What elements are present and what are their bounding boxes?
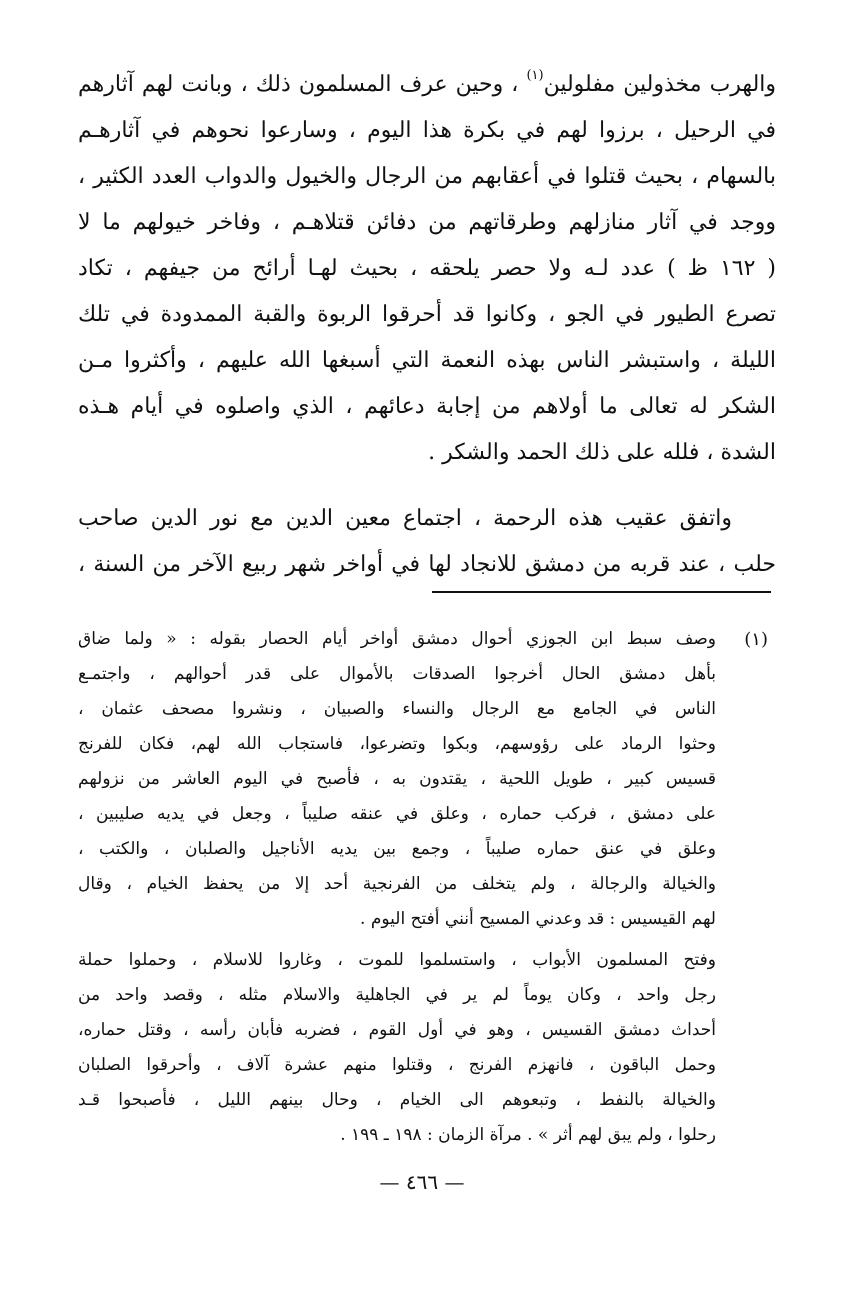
footnote-line: رجل واحد ، وكان يوماً لم ير في الجاهلية والاسلام مثله ، وقصد واحد من xyxy=(78,985,716,1005)
footnote-line: وحمل الباقون ، فانهزم الفرنج ، وقتلوا منهم عشرة آلاف ، وأحرقوا الصلبان xyxy=(78,1055,716,1075)
footnote-line: على دمشق ، فركب حماره ، وعلق في عنقه صليباً ، وجعل في يديه صليبين ، xyxy=(78,804,716,824)
footnote-line: وفتح المسلمون الأبواب ، واستسلموا للموت ، وغاروا للاسلام ، وحملوا حملة xyxy=(78,950,716,970)
footnote-separator xyxy=(432,591,771,593)
paragraph-gap xyxy=(78,476,776,496)
footnote-reference[interactable]: (١) xyxy=(526,68,544,83)
text-segment: والهرب مخذولين مفلولين xyxy=(543,72,776,97)
text-line xyxy=(78,62,776,108)
footnote-line: لهم القيسيس : قد وعدني المسيح أنني أفتح اليوم . xyxy=(360,909,716,929)
text-line: بالسهام ، بحيث قتلوا في أعقابهم من الرجال والخيول والدواب العدد الكثير ، xyxy=(78,164,776,189)
text-line: الشكر له تعالى ما أولاهم من إجابة دعائهم ، الذي واصلوه في أيام هـذه xyxy=(78,394,776,419)
text-line: واتفق عقيب هذه الرحمة ، اجتماع معين الدين مع نور الدين صاحب xyxy=(78,506,732,531)
text-line: ( ١٦٢ ظ ) عدد لـه ولا حصر يلحقه ، بحيث لهـا أرائح من جيفهم ، تكاد xyxy=(78,256,776,281)
text-line: ووجد في آثار منازلهم وطرقاتهم من دفائن قتلاهـم ، وفاخر خيولهم ما لا xyxy=(78,210,776,235)
footnote-line: بأهل دمشق الحال أخرجوا الصدقات بالأموال على قدر أحوالهم ، واجتمـع xyxy=(78,664,716,684)
text-segment: ، وحين عرف المسلمون ذلك ، وبانت لهم آثارهم xyxy=(78,72,527,97)
text-line: الليلة ، واستبشر الناس بهذه النعمة التي أسبغها الله عليهم ، وأكثروا مـن xyxy=(78,348,776,373)
footnote-line: أحداث دمشق القسيس ، وهو في أول القوم ، فضربه فأبان رأسه ، وقتل حماره، xyxy=(78,1020,716,1040)
page-number: — ٤٦٦ — xyxy=(379,1170,465,1194)
footnote-line: وعلق في عنق حماره صليباً ، وجمع بين يديه الأناجيل والصلبان ، والكتب ، xyxy=(78,839,716,859)
footnote-line: والخيالة والرجالة ، ولم يتخلف من الفرنجية أحد إلا من يحفظ الخيام ، وقال xyxy=(78,874,716,894)
footnote-line: والخيالة بالنفط ، وتبعوهم الى الخيام ، وحال بينهم الليل ، فأصبحوا قـد xyxy=(78,1090,716,1110)
text-line: تصرع الطيور في الجو ، وكانوا قد أحرقوا الربوة والقبة الممدودة في تلك xyxy=(78,302,776,327)
footnote-line: الناس في الجامع مع الرجال والنساء والصبيان ، ونشروا مصحف عثمان ، xyxy=(78,699,716,719)
main-text xyxy=(78,62,776,588)
text-line: في الرحيل ، برزوا لهم في بكرة هذا اليوم ، وسارعوا نحوهم في آثارهـم xyxy=(78,118,776,143)
footnote xyxy=(78,622,768,1153)
text-line: الشدة ، فلله على ذلك الحمد والشكر . xyxy=(428,440,776,465)
paragraph-2 xyxy=(78,496,776,588)
footnote-marker: (١) xyxy=(744,629,768,650)
footnote-line: رحلوا ، ولم يبق لهم أثر » . مرآة الزمان : ١٩٨ ـ ١٩٩ . xyxy=(340,1125,716,1145)
footnote-line: قسيس كبير ، طويل اللحية ، يقتدون به ، فأصبح في اليوم العاشر من نزولهم xyxy=(78,769,716,789)
footnote-body xyxy=(78,622,716,1153)
footnote-line: وحثوا الرماد على رؤوسهم، وبكوا وتضرعوا، فاستجاب الله لهم، فكان للفرنج xyxy=(78,734,716,754)
paragraph-1 xyxy=(78,62,776,476)
text-line: حلب ، عند قربه من دمشق للانجاد لها في أواخر شهر ربيع الآخر من السنة ، xyxy=(78,552,776,577)
footnote-line: وصف سبط ابن الجوزي أحوال دمشق أواخر أيام الحصار بقوله : « ولما ضاق xyxy=(78,629,716,649)
